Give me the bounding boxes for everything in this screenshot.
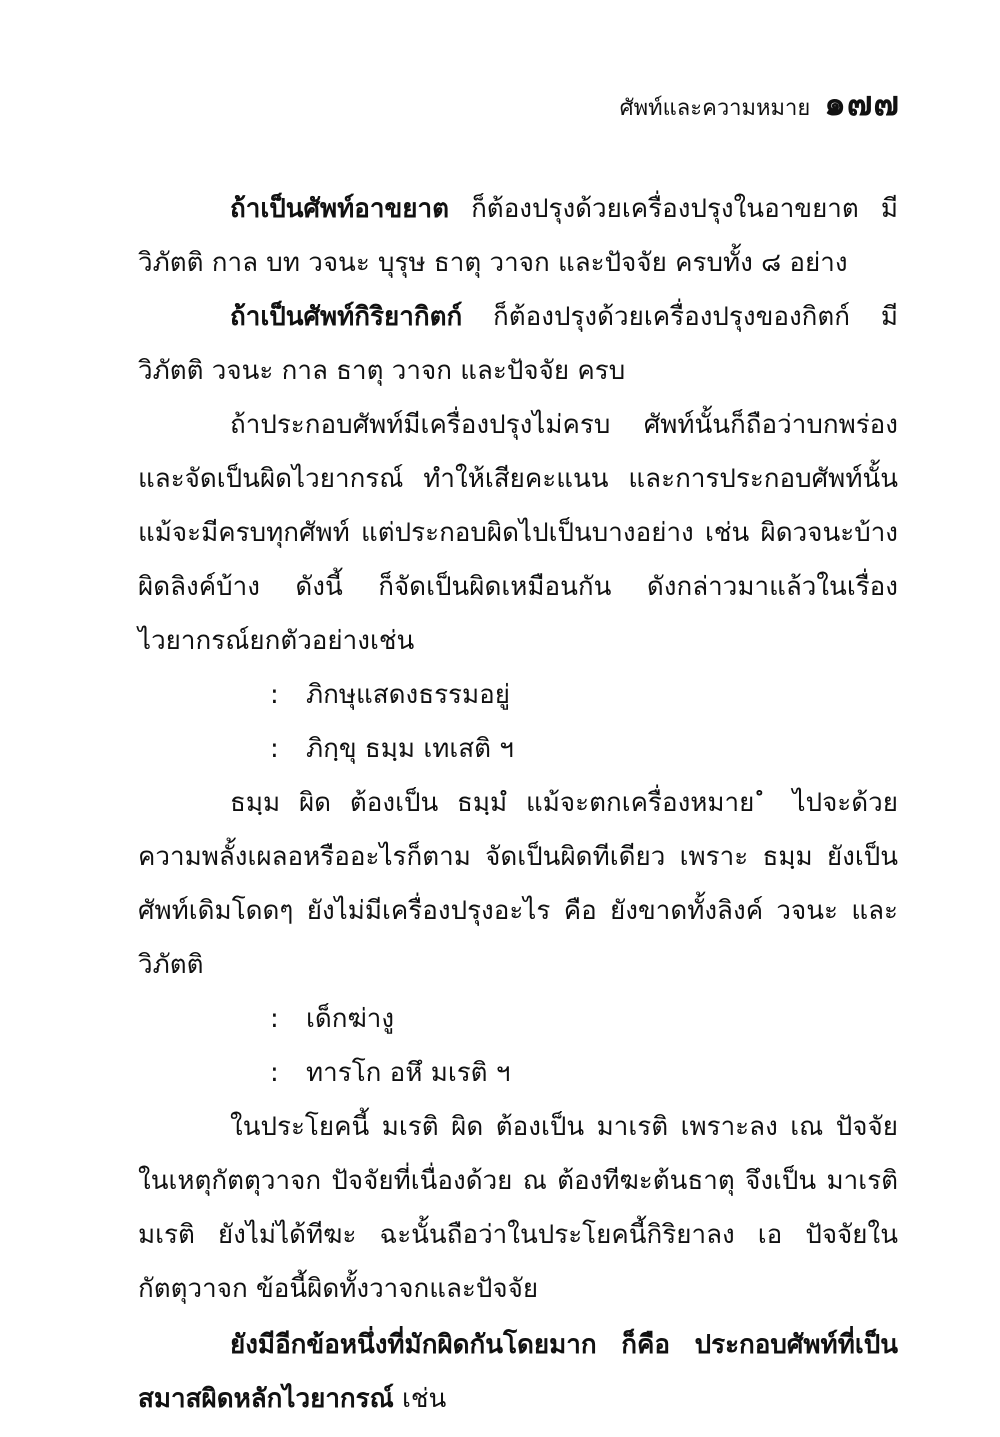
- example-3-marker: :: [270, 1004, 279, 1034]
- example-4-marker: :: [270, 1058, 279, 1088]
- running-title: ศัพท์และความหมาย: [619, 96, 811, 121]
- paragraph-5: ในประโยคนี้ มเรติ ผิด ต้องเป็น มาเรติ เพราะลง เณ ปัจจัยในเหตุกัตตุวาจก ปัจจัยที่เนื่องด้วย ณ ต้องทีฆะต้นธาตุ จึงเป็น มาเรติ มเรติ ยังไม่ได้ทีฆะ ฉะนั้นถือว่าในประโยคนี้กิริยาลง เอ ปัจจัยในกัตตุวาจก ข้อนี้ผิดทั้งวาจกและปัจจัย: [138, 1112, 898, 1304]
- page-header: [620, 76, 900, 130]
- paragraph-1-text: ก็ต้องปรุงด้วยเครื่องปรุงในอาขยาต มีวิภัตติ กาล บท วจนะ บุรุษ ธาตุ วาจก และปัจจัย ครบทั้ง ๘ อย่าง: [138, 194, 898, 278]
- example-1: [138, 668, 898, 722]
- paragraph-6-text: เช่น: [393, 1384, 447, 1414]
- page-body: [138, 182, 898, 1426]
- paragraph-2-heading: ถ้าเป็นศัพท์กิริยากิตก์: [230, 302, 463, 332]
- example-2: [138, 722, 898, 776]
- example-1-text: ภิกษุแสดงธรรมอยู่: [306, 680, 511, 710]
- example-4: [138, 1046, 898, 1100]
- page-number: ๑๗๗: [824, 84, 900, 124]
- paragraph-2-text: ก็ต้องปรุงด้วยเครื่องปรุงของกิตก์ มีวิภัตติ วจนะ กาล ธาตุ วาจก และปัจจัย ครบ: [138, 302, 898, 386]
- example-4-text: ทารโก อหึ มเรติ ฯ: [306, 1058, 511, 1088]
- paragraph-2: [138, 290, 898, 398]
- example-2-text: ภิกฺขุ ธมฺม เทเสติ ฯ: [306, 734, 514, 764]
- example-2-marker: :: [270, 734, 279, 764]
- paragraph-6-heading: ยังมีอีกข้อหนึ่งที่มักผิดกันโดยมาก ก็คือ ประกอบศัพท์ที่เป็นสมาสผิดหลักไวยากรณ์: [138, 1330, 898, 1414]
- example-3: [138, 992, 898, 1046]
- paragraph-6: [138, 1318, 898, 1426]
- paragraph-1-heading: ถ้าเป็นศัพท์อาขยาต: [230, 194, 449, 224]
- example-3-text: เด็กฆ่างู: [306, 1004, 395, 1034]
- example-1-marker: :: [270, 680, 279, 710]
- paragraph-3: ถ้าประกอบศัพท์มีเครื่องปรุงไม่ครบ ศัพท์นั้นก็ถือว่าบกพร่องและจัดเป็นผิดไวยากรณ์ ทำให้เสียคะแนน และการประกอบศัพท์นั้นแม้จะมีครบทุกศัพท์ แต่ประกอบผิดไปเป็นบางอย่าง เช่น ผิดวจนะบ้าง ผิดลิงค์บ้าง ดังนี้ ก็จัดเป็นผิดเหมือนกัน ดังกล่าวมาแล้วในเรื่องไวยากรณ์ยกตัวอย่างเช่น: [138, 410, 898, 656]
- paragraph-1: [138, 182, 898, 290]
- paragraph-4: ธมฺม ผิด ต้องเป็น ธมฺมํ แม้จะตกเครื่องหมาย ํ ไปจะด้วยความพลั้งเผลอหรืออะไรก็ตาม จัดเป็นผิดทีเดียว เพราะ ธมฺม ยังเป็นศัพท์เดิมโดดๆ ยังไม่มีเครื่องปรุงอะไร คือ ยังขาดทั้งลิงค์ วจนะ และวิภัตติ: [138, 788, 898, 980]
